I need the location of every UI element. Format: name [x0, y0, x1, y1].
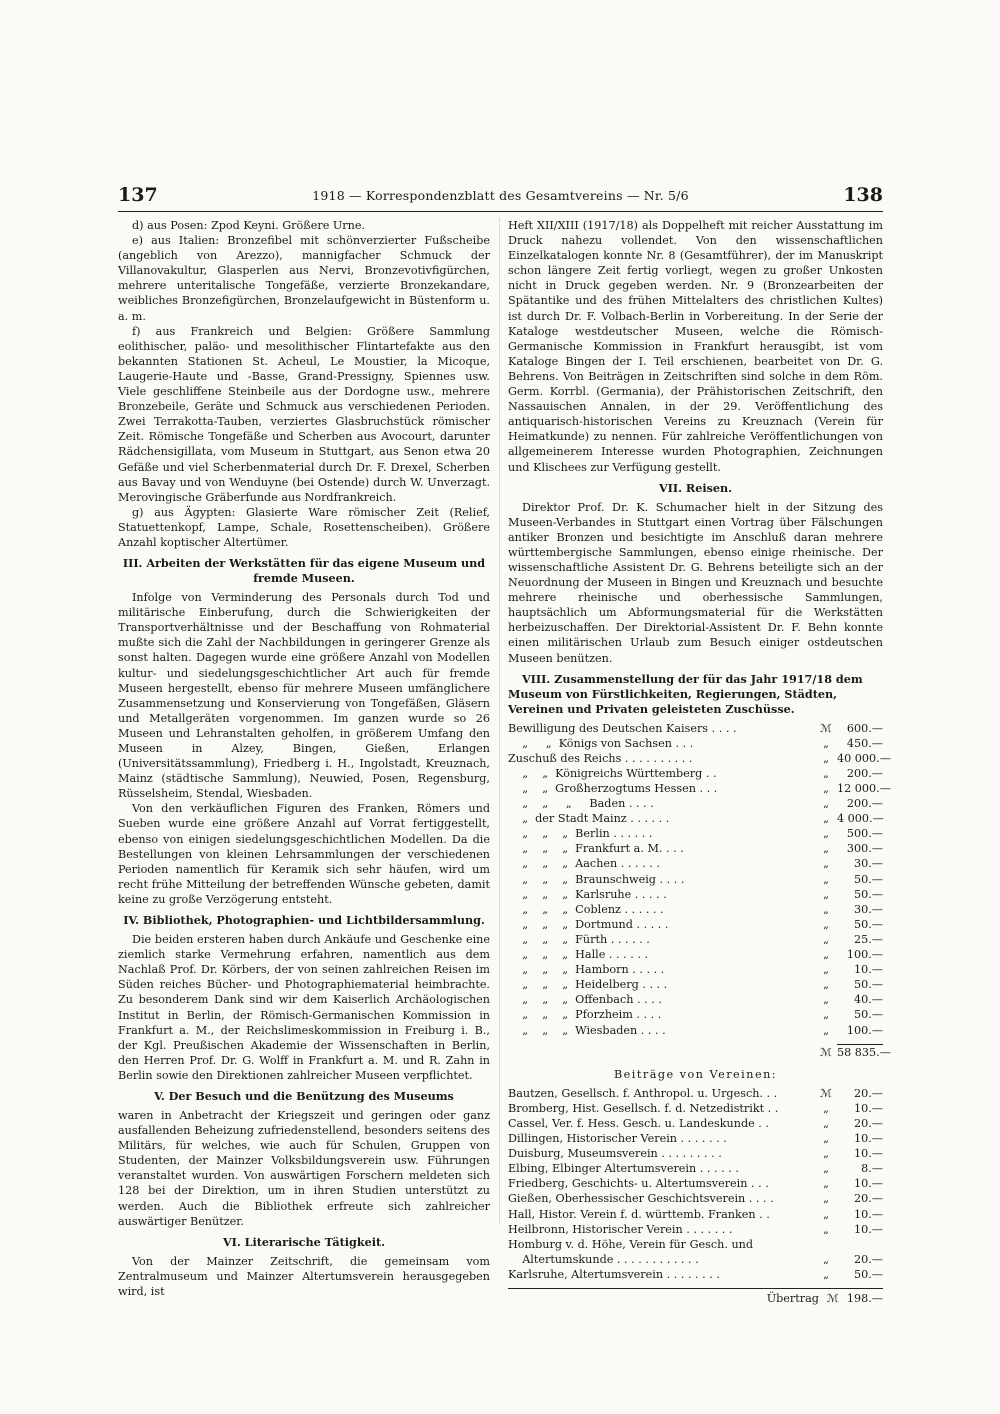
grant-row-amount: 100.— [846, 1023, 883, 1037]
grant-row [508, 736, 883, 751]
grant-row [508, 887, 883, 902]
grants-total-row [508, 1044, 891, 1059]
association-row-amount: 20.— [854, 1192, 883, 1206]
grant-row-label: „ „ „ Hamborn . . . . . [508, 963, 665, 977]
grant-row-currency: „ [823, 948, 829, 962]
grant-row-amount: 30.— [854, 857, 883, 871]
association-row-label: Karlsruhe, Altertumsverein . . . . . . . . [508, 1267, 720, 1281]
association-row-label: Friedberg, Geschichts- u. Altertumsverein . . . [508, 1177, 769, 1191]
association-row-label: Altertumskunde . . . . . . . . . . . . [508, 1252, 699, 1266]
grant-row-label: „ „ Königreichs Württemberg . . [508, 766, 717, 780]
section-heading-v: V. Der Besuch und die Benützung des Museums [154, 1088, 454, 1103]
carry-over-row [508, 1288, 883, 1306]
grant-row-amount: 10.— [854, 963, 883, 977]
grant-row [508, 811, 883, 826]
left-column [118, 218, 490, 1299]
association-row [508, 1146, 883, 1161]
association-row-amount: 10.— [854, 1177, 883, 1191]
page-header [118, 184, 883, 210]
grant-row-currency: „ [823, 736, 829, 750]
grant-row-label: Zuschuß des Reichs . . . . . . . . . . [508, 751, 693, 765]
grant-row-amount: 300.— [846, 842, 883, 856]
association-row-amount: 20.— [854, 1086, 883, 1100]
grant-row-label: „ „ „ Wiesbaden . . . . [508, 1023, 666, 1037]
grant-row [508, 947, 883, 962]
grant-row-amount: 600.— [846, 721, 883, 735]
association-row [508, 1116, 883, 1131]
grant-row-label: „ „ Großherzogtums Hessen . . . [508, 782, 718, 795]
association-row-currency: ℳ [820, 1086, 832, 1100]
grant-row-currency: „ [823, 1008, 829, 1022]
carry-over-label: Übertrag [766, 1292, 819, 1305]
grant-row-amount: 100.— [846, 948, 883, 962]
column-divider [499, 218, 500, 1223]
association-row-label: Elbing, Elbinger Altertumsverein . . . . . . [508, 1162, 739, 1176]
association-row [508, 1252, 883, 1267]
grant-row [508, 721, 883, 736]
grant-row-currency: „ [823, 782, 829, 795]
grant-row-label: „ „ „ Pforzheim . . . . [508, 1008, 662, 1022]
grant-row [508, 962, 883, 977]
section-heading-vii: VII. Reisen. [658, 480, 733, 495]
grant-row-amount: 40 000.— [837, 751, 891, 765]
association-row-label: Hall, Histor. Verein f. d. württemb. Franken . . [508, 1207, 770, 1221]
header-rule [118, 211, 883, 212]
grant-row-amount: 50.— [854, 1008, 883, 1022]
grant-row [508, 766, 883, 781]
associations-list [508, 1086, 883, 1282]
grant-row-currency: ℳ [820, 721, 832, 735]
grant-row [508, 841, 883, 856]
association-row [508, 1161, 883, 1176]
grant-row [508, 751, 891, 766]
section-heading-vi: VI. Literarische Tätigkeit. [222, 1234, 386, 1249]
grant-row-label: „ „ Königs von Sachsen . . . [508, 736, 694, 750]
grant-row-amount: 50.— [854, 887, 883, 901]
association-row [508, 1131, 883, 1146]
grant-row-amount: 50.— [854, 872, 883, 886]
grant-row-label: „ „ „ Coblenz . . . . . . [508, 902, 664, 916]
grant-row [508, 1023, 883, 1038]
grant-row-currency: „ [823, 857, 829, 871]
association-row-label: Gießen, Oberhessischer Geschichtsverein . . . . [508, 1192, 774, 1206]
grant-row-label: „ „ „ Berlin . . . . . . [508, 827, 653, 841]
grant-row-currency: „ [823, 902, 829, 916]
association-row [508, 1207, 883, 1222]
paragraph-reisen: Direktor Prof. Dr. K. Schumacher hielt in der Sitzung des Museen-Verbandes in Stuttgart einen Vortrag über Fälschungen antiker Bronzen und besichtigte im Anschluß daran mehrere württembergische Sammlungen, ebenso einige rheinische. Der wissenschaftliche Assistent Dr. G. Behrens beteiligte sich an der Neuordnung der Museen in Bingen und Kreuznach und besuchte mehrere rheinische und oberhessische Sammlungen, hauptsächlich um Abformungsmaterial für die Werkstätten herbeizuschaffen. Der Direktorial-Assistent Dr. F. Behn konnte einen militärischen Urlaub zum Besuch einiger ostdeutschen Museen benützen. [508, 500, 883, 665]
grant-row [508, 826, 883, 841]
grants-total-amount: 58 835.— [837, 1045, 891, 1059]
association-row [508, 1191, 883, 1206]
grant-row-label: „ „ „ Braunschweig . . . . [508, 872, 685, 886]
association-row-currency: „ [823, 1132, 829, 1146]
grant-row-amount: 30.— [854, 902, 883, 916]
association-row [508, 1101, 883, 1116]
association-row [508, 1267, 883, 1282]
grant-row-label: „ der Stadt Mainz . . . . . . [508, 812, 670, 826]
association-row-currency: „ [823, 1192, 829, 1206]
associations-heading: Beiträge von Vereinen: [613, 1067, 778, 1081]
association-row-currency: „ [823, 1116, 829, 1130]
carry-over-currency: ℳ [826, 1292, 839, 1305]
association-row [508, 1176, 883, 1191]
grant-row-currency: „ [823, 917, 829, 931]
association-row-amount: 20.— [854, 1116, 883, 1130]
association-row-label: Heilbronn, Historischer Verein . . . . . . . [508, 1222, 733, 1236]
paragraph-figuren: Von den verkäuflichen Figuren des Franken, Römers und Sueben wurde eine größere Anzahl auf Vorrat fertiggestellt, ebenso von einigen siedelungsgeschichtlichen Modellen. Da die Bestellungen von kleinen Lehrsammlungen der verschiedenen Perioden namentlich für Keramik sich sehr häufen, wird um recht frühe Mitteilung der betreffenden Wünsche gebeten, damit keine zu große Verzögerung entsteht. [118, 802, 490, 906]
section-heading-iii: III. Arbeiten der Werkstätten für das eigene Museum und fremde Museen. [122, 556, 486, 586]
association-row-currency: „ [823, 1207, 829, 1221]
association-row-currency: „ [823, 1252, 829, 1266]
grant-row [508, 902, 883, 917]
association-row-currency: „ [823, 1147, 829, 1161]
paragraph-besuch: waren in Anbetracht der Kriegszeit und geringen oder ganz ausfallenden Beheizung zufriedenstellend, besonders seitens des Militärs, für welches, wie auch für Schulen, Gruppen von Studenten, der Mainzer Volksbildungsverein usw. Führungen veranstaltet wurden. Von auswärtigen Forschern meldeten sich 128 bei der Direktion, um in ihren Studien unterstützt zu werden. Auch die Bibliothek erfreute sich zahlreicher auswärtiger Benützer. [118, 1108, 490, 1228]
grant-row-currency: „ [823, 827, 829, 841]
grant-row-currency: „ [823, 1023, 829, 1037]
grant-row-label: „ „ „ Aachen . . . . . . [508, 857, 660, 871]
paragraph-literarisch-cont: Heft XII/XIII (1917/18) als Doppelheft mit reicher Ausstattung im Druck nahezu vollendet. Von den wissenschaftlichen Einzelkatalogen konnte Nr. 8 (Gesamtführer), der im Manuskript schon längere Zeit fertig vorliegt, wegen zu großer Unkosten nicht in Druck gegeben werden. Nr. 9 (Bronzearbeiten der Spätantike und des frühen Mittelalters des christlichen Kultes) ist durch Dr. F. Volbach-Berlin in Vorbereitung. In der Serie der Kataloge westdeutscher Museen, welche die Römisch-Germanische Kommission in Frankfurt herausgibt, ist vom Kataloge Bingen der I. Teil erschienen, bearbeitet von Dr. G. Behrens. Von Beiträgen in Zeitschriften sind solche in dem Röm. Germ. Korrbl. (Germania), der Prähistorischen Zeitschrift, den Nassauischen Annalen, in der 29. Veröffentlichung des antiquarisch-historischen Vereins zu Kreuznach (Verein für Heimatkunde) zu nennen. Für zahlreiche Veröffentlichungen von allgemeinerem Interesse wurden Photographien, Zeichnungen und Klischees zur Verfügung gestellt. [508, 219, 883, 474]
grant-row-currency: „ [823, 887, 829, 901]
grant-row-amount: 4 000.— [837, 812, 884, 826]
association-row-amount: 50.— [854, 1267, 883, 1281]
association-row-label: Duisburg, Museumsverein . . . . . . . . . [508, 1147, 722, 1161]
grant-row [508, 796, 883, 811]
grant-row-label: „ „ „ Offenbach . . . . [508, 993, 662, 1007]
grant-row-label: „ „ „ Karlsruhe . . . . . [508, 887, 667, 901]
association-row-label: Bromberg, Hist. Gesellsch. f. d. Netzedistrikt . . [508, 1101, 779, 1115]
grant-row-label: „ „ „ Frankfurt a. M. . . . [508, 842, 684, 856]
association-row [508, 1222, 883, 1237]
grant-row [508, 977, 883, 992]
grant-row-amount: 40.— [854, 993, 883, 1007]
grant-row-amount: 200.— [846, 766, 883, 780]
grant-row-label: „ „ „ Baden . . . . [508, 797, 654, 811]
association-row [508, 1086, 883, 1101]
grant-row-currency: „ [823, 751, 829, 765]
association-row-amount: 10.— [854, 1207, 883, 1221]
association-row-amount: 10.— [854, 1147, 883, 1161]
grant-row-currency: „ [823, 963, 829, 977]
paragraph-frankreich: f) aus Frankreich und Belgien: Größere Sammlung eolithischer, paläo- und mesolithischer Flintartefakte aus den bekannten Stationen St. Acheul, Le Moustier, la Micoque, Laugerie-Haute und -Basse, Grand-Pressigny, Spiennes usw. Viele geschliffene Steinbeile aus der Dordogne usw., mehrere Bronzebeile, Geräte und Schmuck aus verschiedenen Perioden. Zwei Terrakotta-Tauben, verziertes Glasbruchstück römischer Zeit. Römische Tongefäße und Scherben aus Avocourt, darunter Rädchensigillata, vom Museum in Stuttgart, aus Senon etwa 20 Gefäße und viel Scherbenmaterial durch Dr. F. Drexel, Scherben aus Bavay und von Wenduyne (bei Ostende) durch W. Unverzagt. Merovingische Gräberfunde aus Nordfrankreich. [118, 324, 490, 504]
page-number-right: 138 [843, 184, 883, 206]
section-heading-iv: IV. Bibliothek, Photographien- und Lichtbildersammlung. [123, 913, 485, 928]
association-row-label: Dillingen, Historischer Verein . . . . . . . [508, 1132, 727, 1146]
association-row-label: Cassel, Ver. f. Hess. Gesch. u. Landeskunde . . [508, 1116, 769, 1130]
grant-row [508, 932, 883, 947]
grant-row-label: Bewilligung des Deutschen Kaisers . . . . [508, 721, 737, 735]
association-row-currency: „ [823, 1162, 829, 1176]
paragraph-aegypten: g) aus Ägypten: Glasierte Ware römischer Zeit (Relief, Statuettenkopf, Lampe, Schale, Rosettenscheiben). Größere Anzahl koptischer Altertümer. [118, 505, 490, 549]
grant-row-amount: 50.— [854, 978, 883, 992]
association-row-currency: „ [823, 1101, 829, 1115]
grant-row [508, 992, 883, 1007]
grant-row [508, 1007, 883, 1022]
grant-row-amount: 25.— [854, 932, 883, 946]
grant-row-currency: „ [823, 842, 829, 856]
grant-row-currency: „ [823, 872, 829, 886]
carry-over-amount: 198.— [846, 1292, 883, 1305]
association-row-label: Homburg v. d. Höhe, Verein für Gesch. und [508, 1237, 754, 1251]
association-row [508, 1237, 883, 1252]
grant-row-label: „ „ „ Fürth . . . . . . [508, 932, 650, 946]
grants-list [508, 721, 891, 1038]
grants-total-currency: ℳ [820, 1045, 832, 1059]
association-row-amount: 20.— [854, 1252, 883, 1266]
grant-row-amount: 12 000.— [837, 782, 891, 795]
association-row-amount: 8.— [861, 1162, 883, 1176]
grant-row [508, 917, 883, 932]
page-number-left: 137 [118, 184, 158, 206]
association-row-amount: 10.— [854, 1101, 883, 1115]
paragraph-posen: d) aus Posen: Zpod Keyni. Größere Urne. [132, 219, 366, 232]
grant-row-label: „ „ „ Dortmund . . . . . [508, 917, 669, 931]
grant-row-label: „ „ „ Halle . . . . . . [508, 948, 649, 962]
right-column [508, 218, 891, 1306]
grant-row-amount: 450.— [846, 736, 883, 750]
grant-row-amount: 200.— [846, 797, 883, 811]
grant-row [508, 856, 883, 871]
grant-row-currency: „ [823, 932, 829, 946]
grant-row-amount: 50.— [854, 917, 883, 931]
grant-row-currency: „ [823, 993, 829, 1007]
paragraph-werkstaetten: Infolge von Verminderung des Personals durch Tod und militärische Einberufung, durch die Schwierigkeiten der Transportverhältnisse und der Beschaffung von Rohmaterial mußte sich die Zahl der Nachbildungen in geringerer Grenze als sonst halten. Dagegen wurde eine größere Anzahl von Modellen kultur- und siedelungsgeschichtlicher Art auch für fremde Museen hergestellt, ebenso für mehrere Museen umfänglichere Zusammensetzung und Konservierung von Tongefäßen, Gläsern und Metallgeräten vorgenommen. Im ganzen wurde so 26 Museen und Lehranstalten geholfen, in größerem Umfang den Museen in Alzey, Bingen, Gießen, Erlangen (Universitätssammlung), Friedberg i. H., Ingolstadt, Kreuznach, Mainz (städtische Sammlung), Neuwied, Posen, Regensburg, Rüsselsheim, Stendal, Wiesbaden. [118, 591, 490, 801]
grant-row-currency: „ [823, 766, 829, 780]
running-title: 1918 — Korrespondenzblatt des Gesamtvereins — Nr. 5/6 [312, 188, 689, 203]
association-row-amount: 10.— [854, 1222, 883, 1236]
association-row-currency: „ [823, 1222, 829, 1236]
association-row-amount: 10.— [854, 1132, 883, 1146]
grant-row [508, 872, 883, 887]
paragraph-italien: e) aus Italien: Bronzefibel mit schönverzierter Fußscheibe (angeblich von Arezzo), mannigfacher Schmuck der Villanovakultur, Glasperlen aus Nervi, Bronzevotivfigürchen, mehrere unteritalische Tongefäße, verzierte Bronzekandare, weibliches Bronzefigürchen, Bronzelaufgewicht in Büstenform u. a. m. [118, 234, 490, 323]
association-row-label: Bautzen, Gesellsch. f. Anthropol. u. Urgesch. . . [508, 1086, 778, 1100]
grant-row-label: „ „ „ Heidelberg . . . . [508, 978, 668, 992]
paragraph-literarisch: Von der Mainzer Zeitschrift, die gemeinsam vom Zentralmuseum und Mainzer Altertumsverein herausgegeben wird, ist [118, 1254, 490, 1298]
grant-row [508, 781, 891, 796]
grant-row-amount: 500.— [846, 827, 883, 841]
association-row-currency: „ [823, 1177, 829, 1191]
grant-row-currency: „ [823, 797, 829, 811]
grant-row-currency: „ [823, 812, 829, 826]
grant-row-currency: „ [823, 978, 829, 992]
paragraph-bibliothek: Die beiden ersteren haben durch Ankäufe und Geschenke eine ziemlich starke Vermehrung erfahren, namentlich aus dem Nachlaß Prof. Dr. Körbers, der von seinen zahlreichen Reisen im Süden reiches Bücher- und Photographiematerial heimbrachte. Zu besonderem Dank sind wir dem Kaiserlich Archäologischen Institut in Berlin, der Römisch-Germanischen Kommission in Frankfurt a. M., der Reichslimeskommission in Freiburg i. B., der Kgl. Preußischen Akademie der Wissenschaften in Berlin, den Herren Prof. Dr. G. Wolff in Frankfurt a. M. und R. Zahn in Berlin sowie den Direktionen zahlreicher Museen verpflichtet. [118, 933, 490, 1082]
association-row-currency: „ [823, 1267, 829, 1281]
section-heading-viii: VIII. Zusammenstellung der für das Jahr 1917/18 dem Museum von Fürstlichkeiten, Regierungen, Städten, Vereinen und Privaten geleisteten Zuschüsse. [508, 671, 863, 716]
